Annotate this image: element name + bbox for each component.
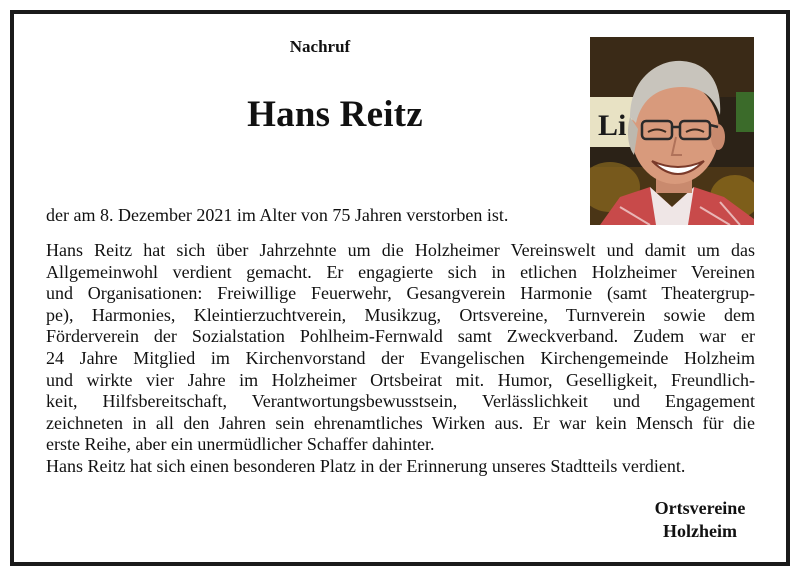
body-line: Hans Reitz hat sich über Jahrzehnte um die Holzheimer Vereinswelt und damit um das: [46, 240, 755, 260]
header-label: Nachruf: [289, 37, 351, 56]
signature-line-1: Ortsvereine: [654, 498, 746, 518]
body-line: pe), Harmonies, Kleintierzuchtverein, Musikzug, Ortsvereine, Turnverein sowie dem: [46, 304, 755, 325]
deceased-name: Hans Reitz: [247, 94, 423, 135]
death-notice-subtitle: der am 8. Dezember 2021 im Alter von 75 Jahren verstorben ist.: [46, 205, 509, 225]
signature-block: [620, 497, 780, 543]
body-line: Hans Reitz hat sich einen besonderen Platz in der Erinnerung unseres Stadtteils verdient.: [46, 455, 686, 476]
body-line: keit, Hilfsbereitschaft, Verantwortungsbewusstsein, Verlässlichkeit und Engagement: [46, 391, 755, 412]
body-line: erste Reihe, aber ein unermüdlicher Schaffer dahinter.: [46, 434, 435, 455]
body-line: Förderverein der Sozialstation Pohlheim-Fernwald samt Zweckverband. Zudem war er: [46, 326, 755, 347]
body-line: Allgemeinwohl verdient gemacht. Er engagierte sich in etlichen Holzheimer Vereinen: [46, 261, 755, 282]
obituary-body: [46, 240, 755, 478]
portrait-photo: [590, 37, 754, 225]
sign-text: Li: [598, 109, 627, 142]
body-line: und wirkte vier Jahre im Holzheimer Ortsbeirat mit. Humor, Geselligkeit, Freundlich-: [46, 369, 755, 390]
signature-line-2: Holzheim: [663, 521, 737, 541]
body-line: 24 Jahre Mitglied im Kirchenvorstand der Evangelischen Kirchengemeinde Holzheim: [46, 347, 755, 368]
body-line: und Organisationen: Freiwillige Feuerwehr, Gesangverein Harmonie (samt Theatergrup-: [46, 283, 755, 304]
body-line: zeichneten in all den Jahren sein ehrenamtliches Wirken aus. Er war kein Mensch für die: [46, 412, 755, 433]
